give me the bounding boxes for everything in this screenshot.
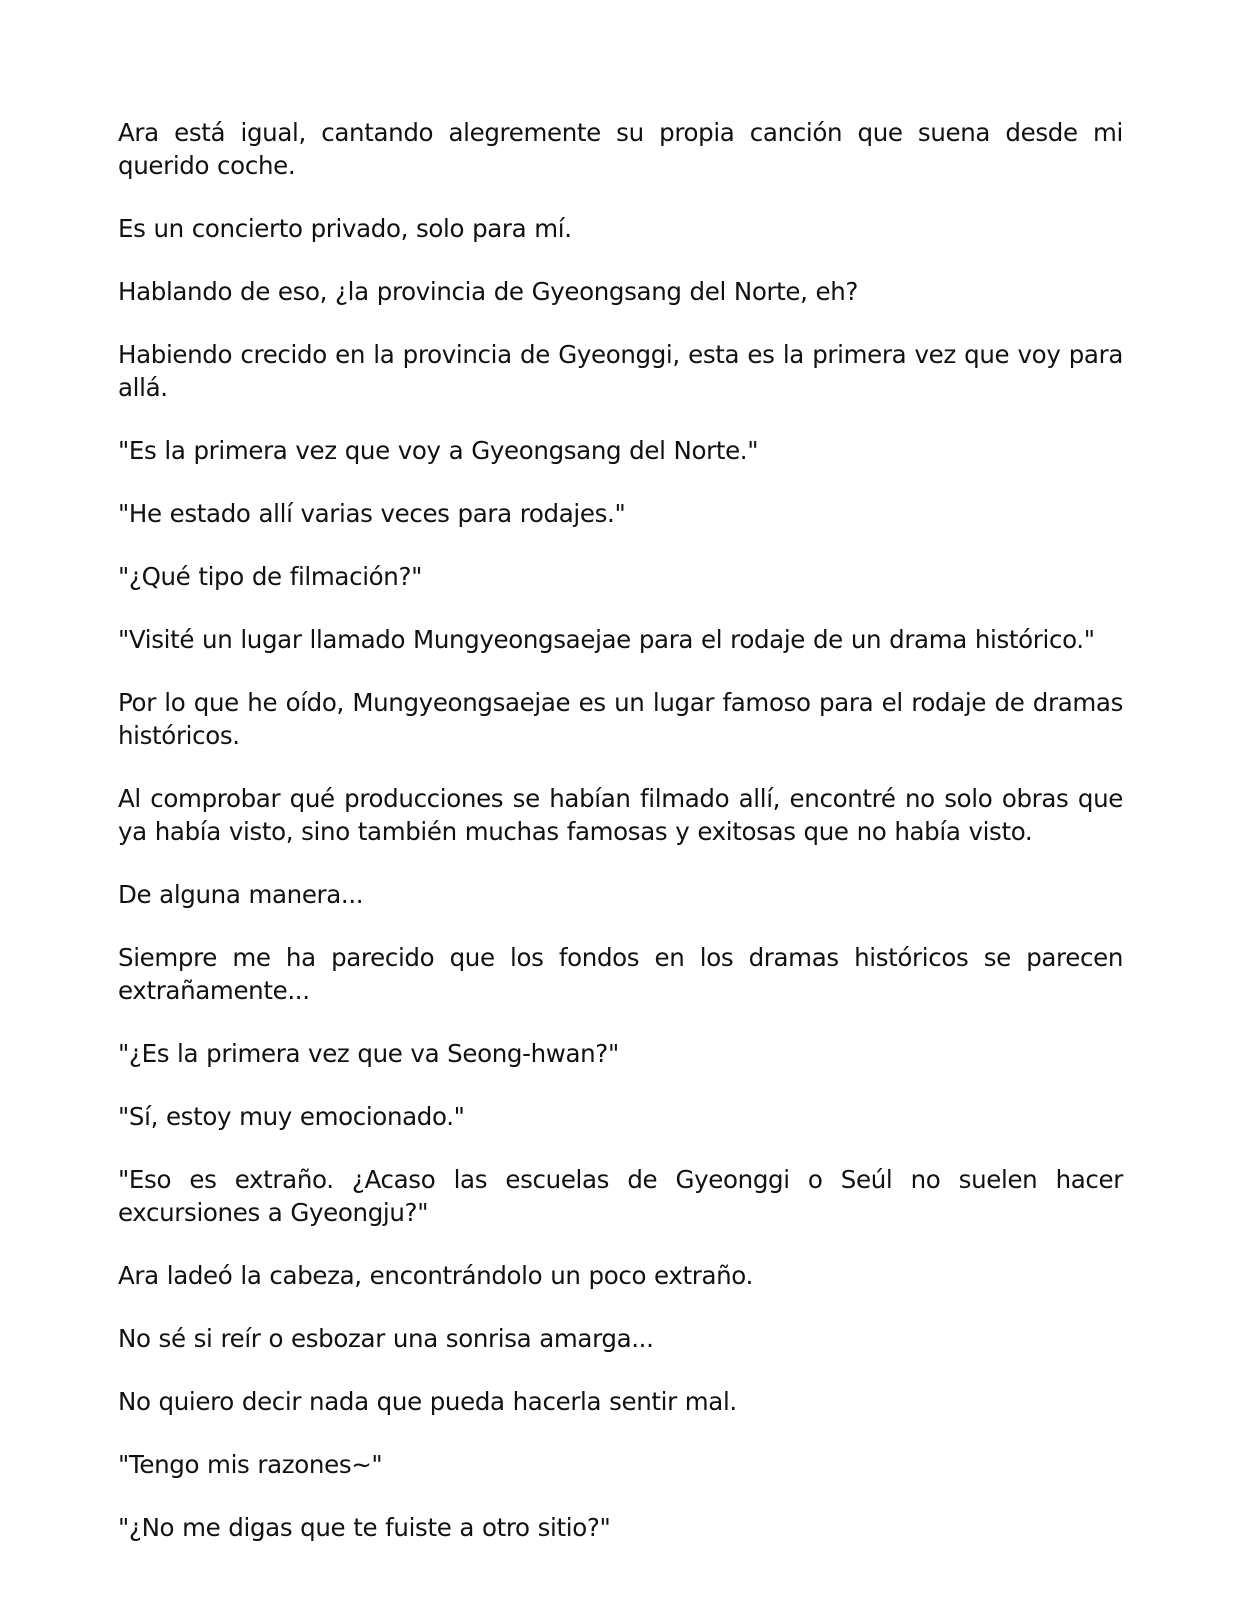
paragraph: "He estado allí varias veces para rodajes." [118,499,626,528]
paragraph: No quiero decir nada que pueda hacerla sentir mal. [118,1387,737,1416]
paragraph: Siempre me ha parecido que los fondos en los dramas históricos se parecen extrañamente... [118,943,1123,1005]
paragraph: "¿No me digas que te fuiste a otro sitio?" [118,1513,611,1542]
paragraph: Habiendo crecido en la provincia de Gyeonggi, esta es la primera vez que voy para allá. [118,340,1123,402]
text-body [118,116,1123,1574]
paragraph: Ara ladeó la cabeza, encontrándolo un poco extraño. [118,1261,753,1290]
paragraph: "Tengo mis razones~" [118,1450,383,1479]
paragraph: "Es la primera vez que voy a Gyeongsang del Norte." [118,436,759,465]
paragraph: Al comprobar qué producciones se habían filmado allí, encontré no solo obras que ya había visto, sino también muchas famosas y exitosas que no había visto. [118,784,1123,846]
paragraph: De alguna manera... [118,880,364,909]
paragraph: Por lo que he oído, Mungyeongsaejae es un lugar famoso para el rodaje de dramas históricos. [118,688,1123,750]
paragraph: "Sí, estoy muy emocionado." [118,1102,465,1131]
paragraph: "¿Es la primera vez que va Seong-hwan?" [118,1039,619,1068]
paragraph: Ara está igual, cantando alegremente su propia canción que suena desde mi querido coche. [118,118,1123,180]
paragraph: No sé si reír o esbozar una sonrisa amarga... [118,1324,654,1353]
paragraph: "Eso es extraño. ¿Acaso las escuelas de Gyeonggi o Seúl no suelen hacer excursiones a Gyeongju?" [118,1165,1123,1227]
paragraph: "¿Qué tipo de filmación?" [118,562,423,591]
paragraph: "Visité un lugar llamado Mungyeongsaejae para el rodaje de un drama histórico." [118,625,1095,654]
paragraph: Hablando de eso, ¿la provincia de Gyeongsang del Norte, eh? [118,277,859,306]
paragraph: Es un concierto privado, solo para mí. [118,214,572,243]
